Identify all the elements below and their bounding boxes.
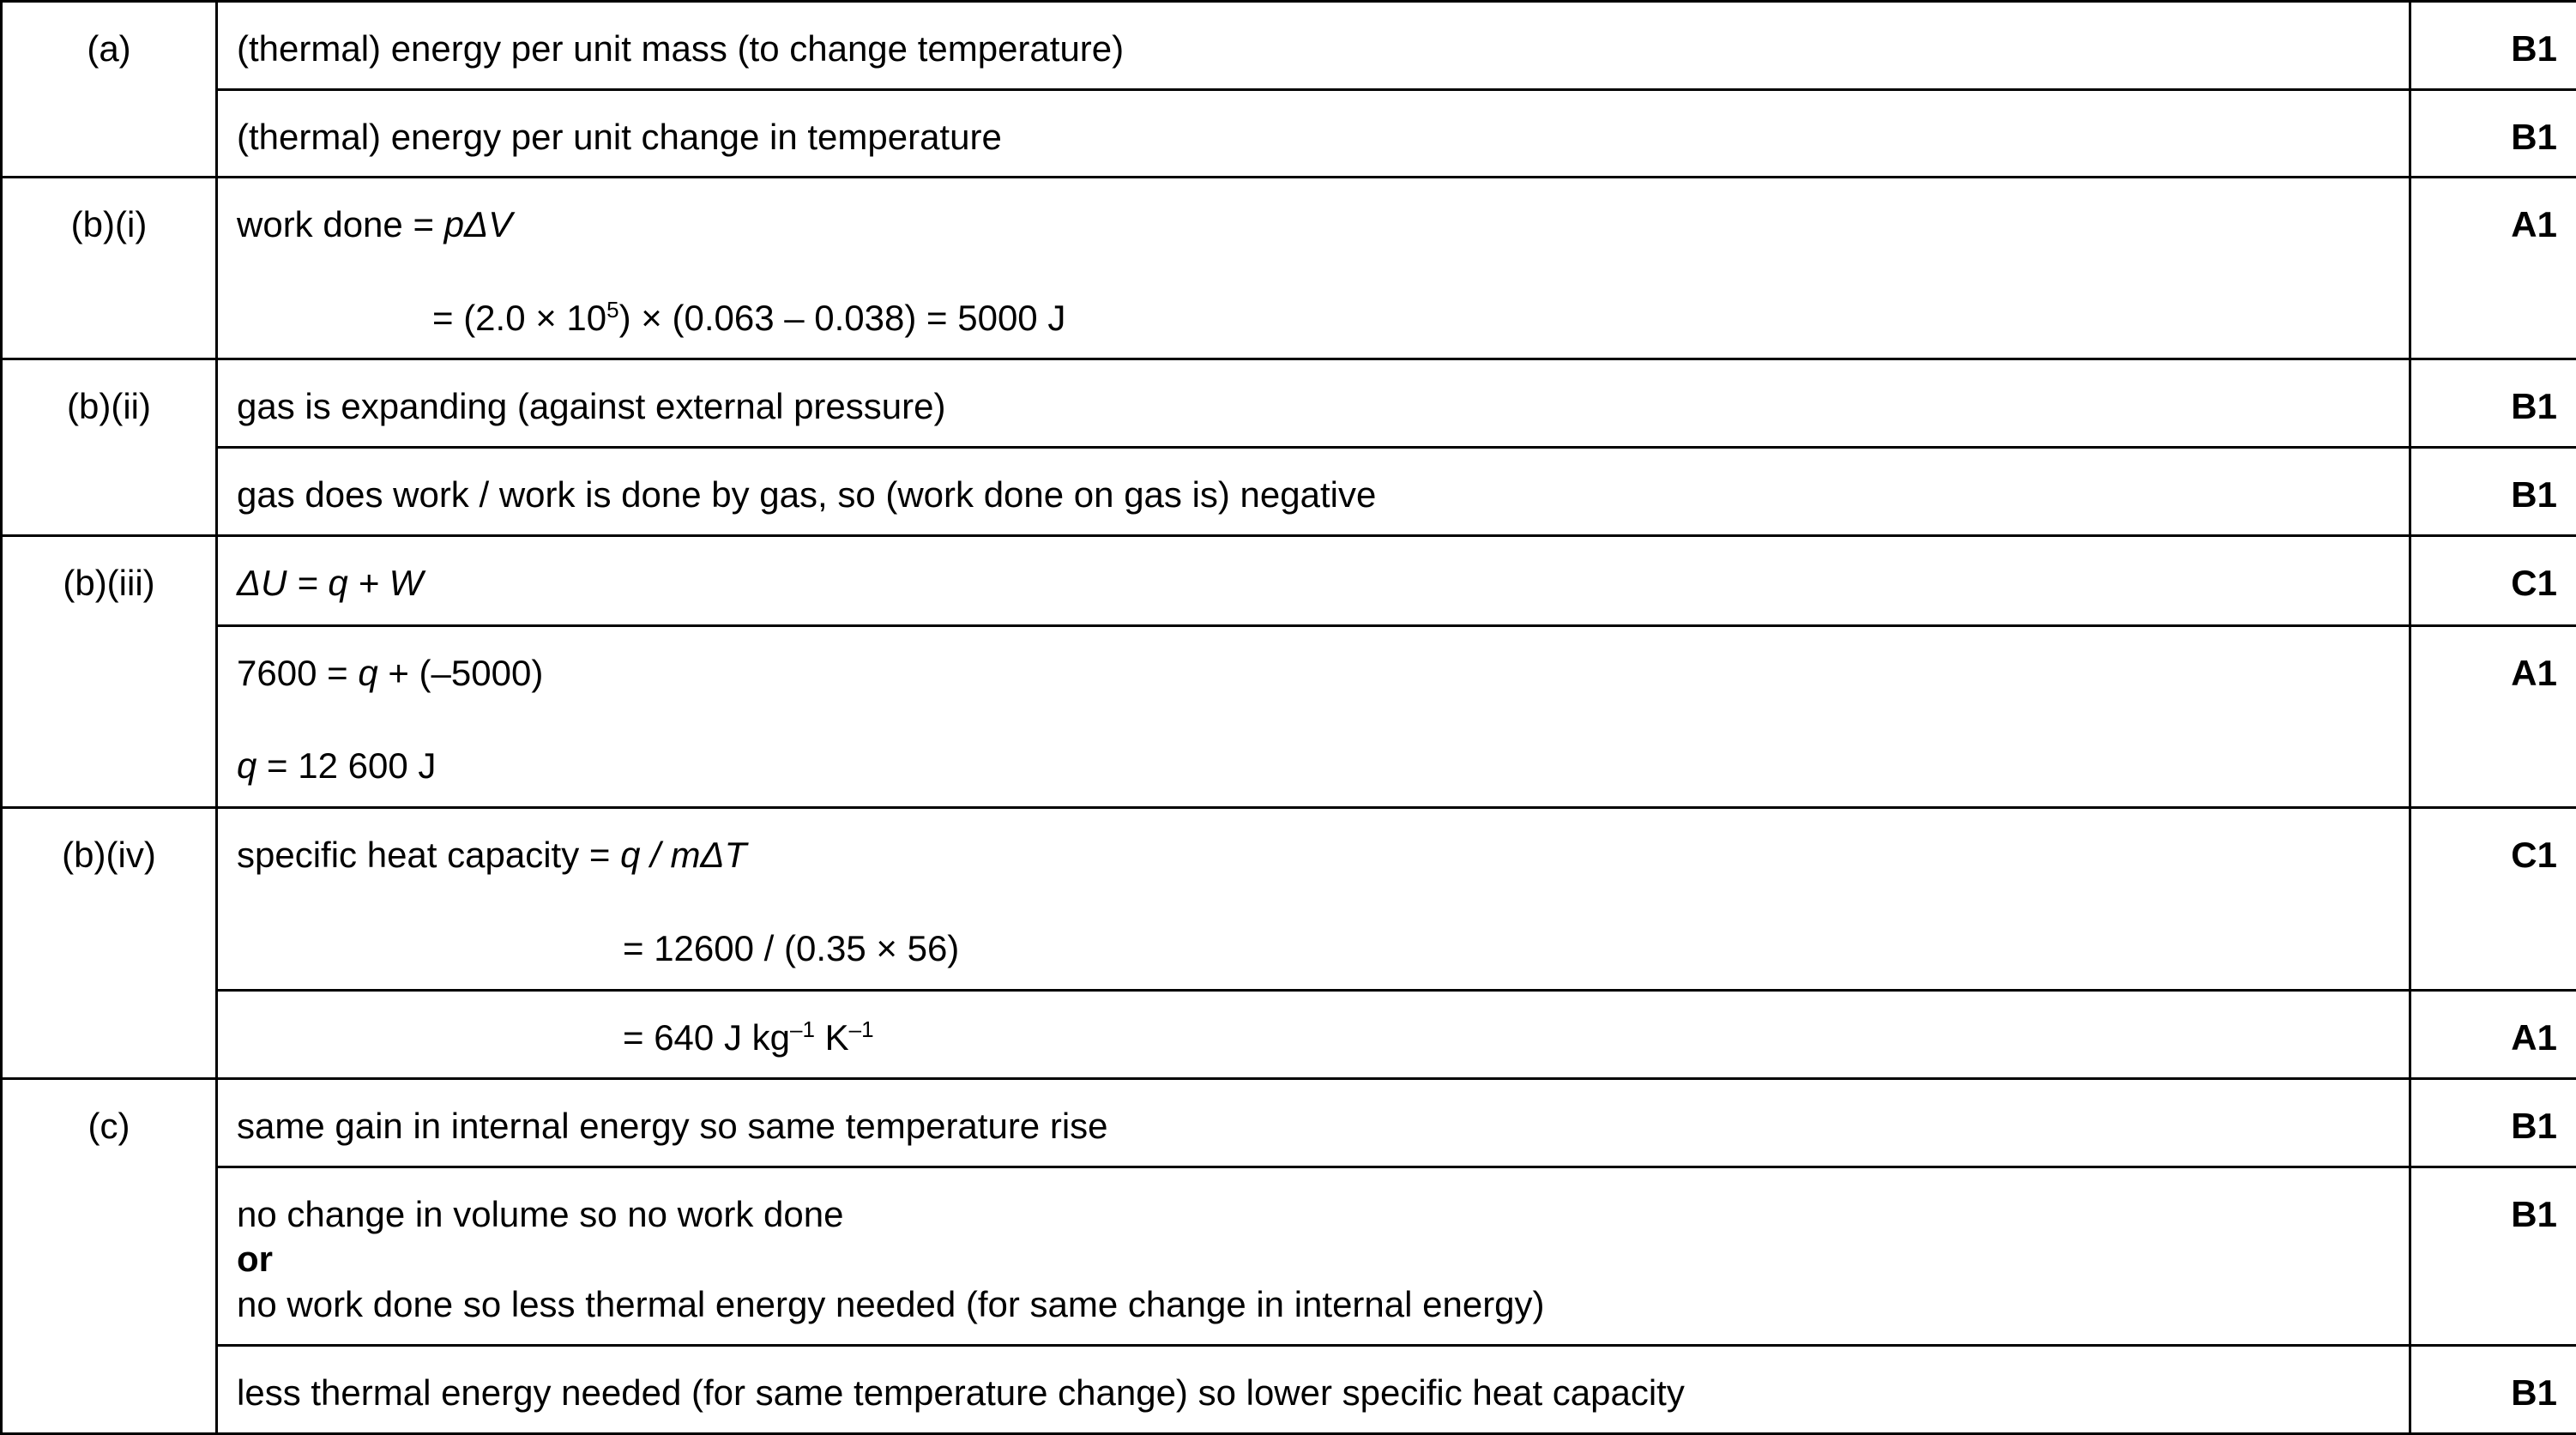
answer-cell — [217, 808, 2410, 991]
or-keyword: or — [237, 1239, 273, 1280]
table-row — [2, 1346, 2576, 1434]
answer-text: gas is expanding (against external pressure) — [217, 359, 2410, 448]
table-row — [2, 991, 2576, 1079]
answer-line — [237, 744, 2409, 789]
answer-line: no work done so less thermal energy needed (for same change in internal energy) — [237, 1283, 1545, 1324]
answer-text: specific heat capacity = — [237, 835, 621, 876]
answer-line — [237, 1016, 2409, 1061]
table-row — [2, 808, 2576, 991]
mark-code: C1 — [2410, 535, 2576, 625]
mark-code: B1 — [2410, 1078, 2576, 1167]
table-row — [2, 448, 2576, 536]
answer-cell — [217, 535, 2410, 625]
answer-cell — [217, 625, 2410, 807]
mark-code: A1 — [2410, 178, 2576, 359]
answer-text: work done = — [237, 204, 444, 245]
mark-code: B1 — [2410, 1346, 2576, 1434]
mark-code: A1 — [2410, 991, 2576, 1079]
answer-text: = 12 600 J — [256, 745, 437, 787]
mark-code: B1 — [2410, 1167, 2576, 1346]
question-number: (b)(i) — [2, 178, 217, 359]
exponent: 5 — [606, 296, 619, 323]
question-number: (c) — [2, 1078, 217, 1433]
formula: ΔU = q + W — [237, 562, 424, 603]
answer-text: + (–5000) — [377, 652, 544, 693]
answer-cell — [217, 178, 2410, 359]
answer-line — [237, 296, 2409, 341]
answer-text: (thermal) energy per unit mass (to change temperature) — [217, 2, 2410, 90]
exponent: –1 — [789, 1016, 815, 1043]
answer-text: 7600 = — [237, 652, 359, 693]
answer-line — [237, 651, 2409, 696]
mark-code: B1 — [2410, 2, 2576, 90]
answer-text: less thermal energy needed (for same temperature change) so lower specific heat capacity — [217, 1346, 2410, 1434]
answer-text: = 640 J kg — [623, 1017, 790, 1058]
table-row — [2, 625, 2576, 807]
table-row — [2, 1167, 2576, 1346]
answer-line: no change in volume so no work done — [237, 1193, 844, 1234]
answer-line — [237, 833, 2409, 878]
mark-code: B1 — [2410, 448, 2576, 536]
variable: q — [358, 652, 378, 693]
mark-code: A1 — [2410, 625, 2576, 807]
table-row — [2, 2, 2576, 90]
answer-line: = 12600 / (0.35 × 56) — [623, 927, 960, 968]
table-row — [2, 89, 2576, 178]
question-number: (b)(iii) — [2, 535, 217, 807]
answer-text: K — [814, 1017, 849, 1058]
mark-code: B1 — [2410, 89, 2576, 178]
table-row — [2, 178, 2576, 359]
formula: pΔV — [443, 204, 513, 245]
answer-text: (thermal) energy per unit change in temperature — [217, 89, 2410, 178]
question-number: (a) — [2, 2, 217, 178]
answer-text: same gain in internal energy so same temperature rise — [217, 1078, 2410, 1167]
exponent: –1 — [848, 1016, 874, 1043]
answer-text: gas does work / work is done by gas, so (work done on gas is) negative — [217, 448, 2410, 536]
table-row — [2, 1078, 2576, 1167]
answer-line — [237, 202, 2409, 248]
answer-cell — [217, 991, 2410, 1079]
mark-code: B1 — [2410, 359, 2576, 448]
formula: q / mΔT — [620, 835, 747, 876]
mark-code: C1 — [2410, 808, 2576, 991]
table-row — [2, 359, 2576, 448]
question-number: (b)(ii) — [2, 359, 217, 535]
answer-text: ) × (0.063 – 0.038) = 5000 J — [618, 297, 1066, 338]
question-number: (b)(iv) — [2, 808, 217, 1079]
answer-text: = (2.0 × 10 — [432, 297, 607, 338]
variable: q — [237, 745, 257, 787]
table-row — [2, 535, 2576, 625]
answer-cell — [217, 1167, 2410, 1346]
